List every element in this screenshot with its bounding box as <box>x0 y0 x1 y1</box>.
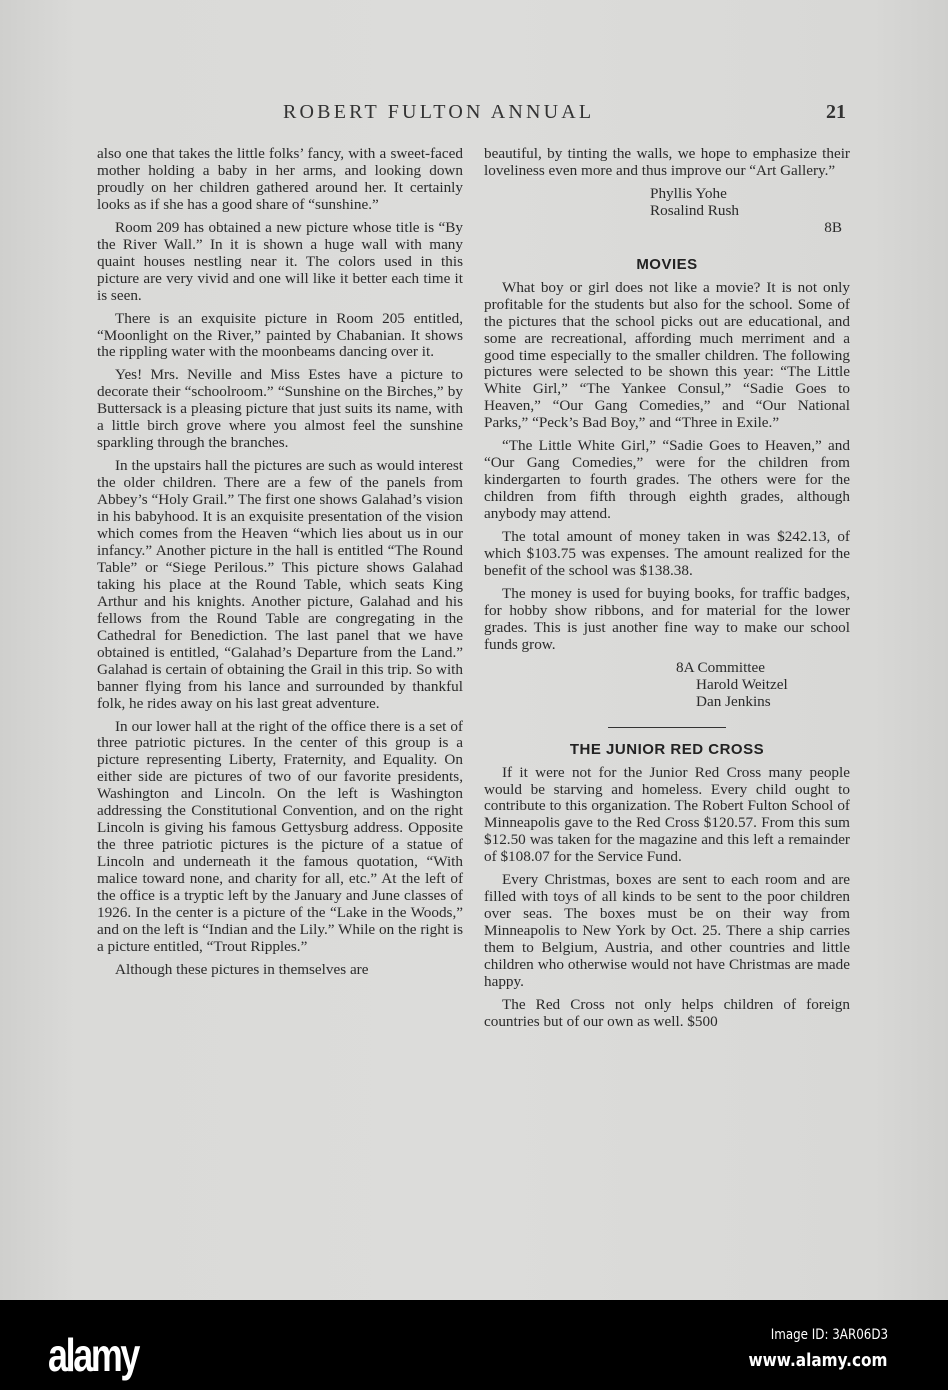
alamy-logo: alamy <box>48 1329 139 1381</box>
paragraph: The Red Cross not only helps children of foreign countries but of our own as well. $500 <box>484 995 850 1030</box>
running-title: ROBERT FULTON ANNUAL <box>283 101 595 123</box>
paragraph: Room 209 has obtained a new picture whose title is “By the River Wall.” In it is shown a huge wall with many quaint houses nestling near it. The colors used in this picture are very vivid and one will like it better each time it is seen. <box>97 218 463 304</box>
paragraph: Although these pictures in themselves are <box>115 960 369 978</box>
signature: Phyllis Yohe <box>650 184 727 202</box>
right-column <box>484 146 850 1037</box>
paragraph: If it were not for the Junior Red Cross many people would be starving and homeless. Every child ought to contribute to this organization. The Robert Fulton School of Minneapolis gave to the Red Cross $120.57. From this sum $12.50 was taken for the magazine and this left a remainder of $108.07 for the Service Fund. <box>484 763 850 866</box>
image-id: Image ID: 3AR06D3 <box>770 1327 888 1343</box>
paragraph: Every Christmas, boxes are sent to each room and are filled with toys of all kinds to be sent to the poor children over seas. The boxes must be on their way from Minneapolis to New York by Oct. 25. There a ship carries them to Belgium, Austria, and other countries and little children who otherwise would not have Christmas are made happy. <box>484 871 850 990</box>
signature-class: 8B <box>824 218 842 236</box>
paragraph: Yes! Mrs. Neville and Miss Estes have a picture to decorate their “schoolroom.” “Sunshine on the Birches,” by Buttersack is a pleasing picture that just suits its name, with a little birch grove where you almost feel the sunshine sparkling through the branches. <box>97 366 463 452</box>
paragraph: The total amount of money taken in was $242.13, of which $103.75 was expenses. The amount realized for the benefit of the school was $138.38. <box>484 528 850 579</box>
section-heading-red-cross: THE JUNIOR RED CROSS <box>569 740 765 758</box>
signature: 8A Committee <box>676 658 766 676</box>
paragraph: There is an exquisite picture in Room 205 entitled, “Moonlight on the River,” painted by Chabanian. It shows the rippling water with the moonbeams dancing over it. <box>97 309 463 361</box>
signature: Rosalind Rush <box>650 201 740 219</box>
page-number: 21 <box>826 101 846 123</box>
section-divider <box>608 727 726 728</box>
signature: Harold Weitzel <box>696 675 788 693</box>
paragraph: The money is used for buying books, for traffic badges, for hobby show ribbons, and for material for the lower grades. This is just another fine way to make our school funds grow. <box>484 584 850 653</box>
website-link[interactable]: www.alamy.com <box>749 1350 888 1371</box>
section-heading-movies: MOVIES <box>636 255 698 273</box>
paragraph: “The Little White Girl,” “Sadie Goes to Heaven,” and “Our Gang Comedies,” were for the children from kindergarten to fourth grades. The others were for the children from fifth through eighth grades, although anybody may attend. <box>484 437 850 523</box>
paragraph: In our lower hall at the right of the office there is a set of three patriotic pictures. In the center of this group is a picture representing Liberty, Fraternity, and Equality. On either side are pictures of two of our favorite presidents, Washington and Lincoln. On the left is Washington addressing the Constitutional Convention, and on the right Lincoln is giving his famous Gettysburg address. Opposite the three patriotic pictures is the picture of a statue of Lincoln and underneath it the famous quotation, “With malice toward none, and charity for all, etc.” At the left of the office is a tryptic left by the January and June classes of 1926. In the center is a picture of the “Lake in the Woods,” and on the left is “Indian and the Lily.” While on the right is a picture entitled, “Trout Ripples.” <box>97 717 463 955</box>
signature: Dan Jenkins <box>696 692 771 710</box>
watermark-footer <box>0 1300 948 1390</box>
paragraph: What boy or girl does not like a movie? It is not only profitable for the students but also for the school. Some of the pictures that the school picks out are educational, and some are recreational, affording much merriment and a good time especially to the smaller children. The following pictures were selected to be shown this year: “The Little White Girl,” “The Yankee Consul,” “Sadie Goes to Heaven,” “Our Gang Comedies,” and “Our National Parks,” “Peck’s Bad Boy,” and “Three in Exile.” <box>484 278 850 432</box>
left-column <box>97 146 463 985</box>
paragraph: beautiful, by tinting the walls, we hope to emphasize their loveliness even more and thus improve our “Art Gallery.” <box>484 145 850 179</box>
paragraph: In the upstairs hall the pictures are such as would interest the older children. There are a few of the panels from Abbey’s “Holy Grail.” The first one shows Galahad’s vision in his babyhood. It is an exquisite presentation of the vision which comes from the Heaven “which lies about us in our infancy.” Another picture in the hall is entitled “The Round Table” or “Siege Perilous.” This picture shows Galahad taking his place at the Round Table, which seats King Arthur and his knights. Another picture, Galahad and his fellows from the Round Table are congregating in the Cathedral for Benediction. The last panel that we have obtained is entitled, “Galahad’s Departure from the Land.” Galahad is certain of obtaining the Grail in this trip. So with banner flying from his lance and surrounded by thankful folk, he rides away on his last great adventure. <box>97 457 463 712</box>
paragraph: also one that takes the little folks’ fancy, with a sweet-faced mother holding a baby in her arms, and looking down proudly on her children gathered around her. It certainly looks as if she has a good share of “sunshine.” <box>97 145 463 213</box>
